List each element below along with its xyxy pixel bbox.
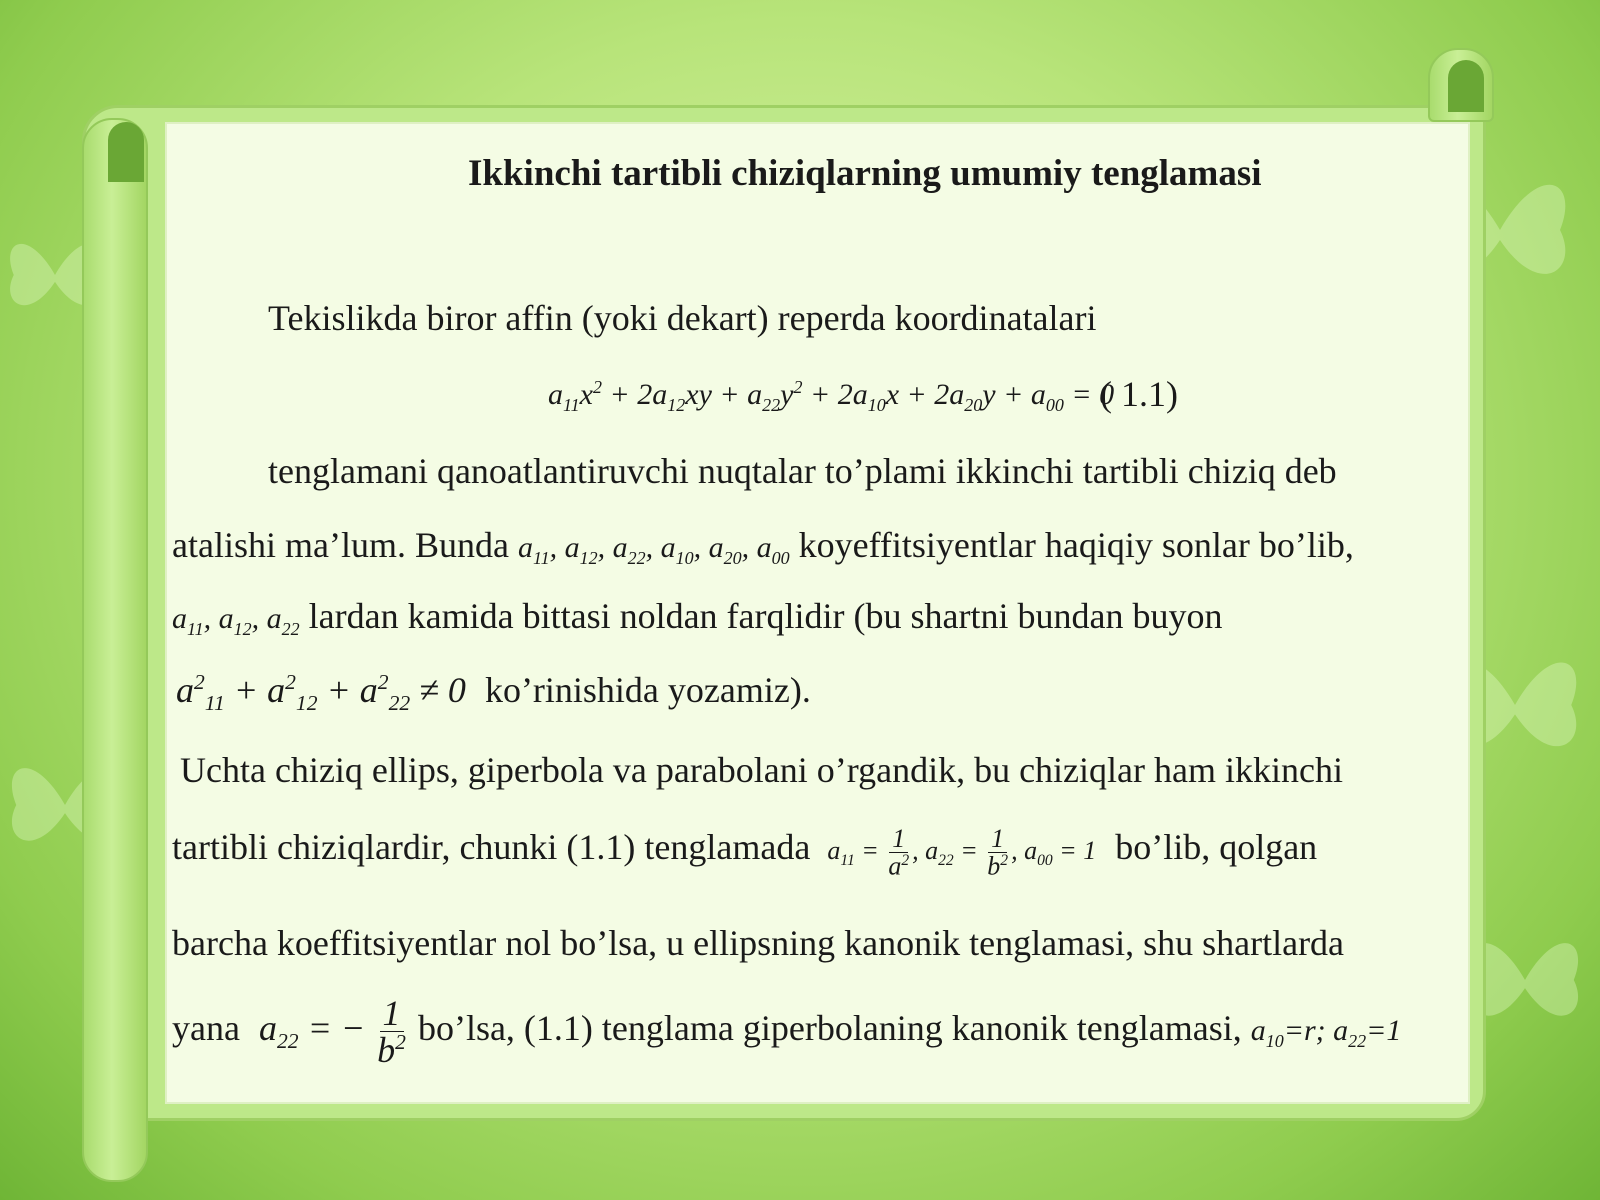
nonzero-condition: $a^2_{11} + a^2_{12} + a^2_{22} \ne 0$ <box>176 670 466 716</box>
line-bolsa-text: bo’lsa, (1.1) tenglama giperbolaning kanonik tenglamasi, <box>417 1007 1242 1048</box>
line-lardan-text: lardan kamida bittasi noldan farqlidir (bu shartni bundan buyon <box>308 596 1223 636</box>
fraction-1-over-b2: $\frac{1}{b^2}$ <box>987 824 1009 881</box>
line-barcha: barcha koeffitsiyentlar nol bo’lsa, u ellipsning kanonik tenglamasi, shu shartlarda <box>172 923 1345 963</box>
line-tartibli-text: tartibli chiziqlardir, chunki (1.1) tenglamada <box>172 826 811 867</box>
line-yana <box>172 995 1401 1068</box>
general-equation: $a_{11}x^2 + 2a_{12}xy + a_{22}y^2 + 2a_{10}x + 2a_{20}y + a_{00} = 0$ <box>548 377 1115 415</box>
line-uchta: Uchta chiziq ellips, giperbola va parabolani o’rgandik, bu chiziqlar ham ikkinchi <box>180 750 1343 790</box>
line-tartibli <box>172 826 1317 880</box>
line-atalishi-text: atalishi ma’lum. Bunda <box>172 525 509 565</box>
coefficients-list: $a_{11}$, $a_{12}$, $a_{22}$, $a_{10}$, $a_{20}$, $a_{00}$ <box>517 531 790 568</box>
line-lardan <box>172 598 1222 638</box>
line-korinishida <box>176 672 811 715</box>
quadratic-coefficients: $a_{11}$, $a_{12}$, $a_{22}$ <box>172 602 300 639</box>
scroll-roll-left-cap <box>108 122 144 182</box>
line-tenglamani: tenglamani qanoatlantiruvchi nuqtalar to’plami ikkinchi tartibli chiziq deb <box>268 451 1337 491</box>
line-koeff-text: koyeffitsiyentlar haqiqiy sonlar bo’lib, <box>798 525 1354 565</box>
hyperbola-coefficient: $a_{22}$ = − $\frac{1}{b^2}$ <box>258 993 406 1070</box>
intro-line: Tekislikda biror affin (yoki dekart) reperda koordinatalari <box>268 298 1097 338</box>
fraction-1-over-a2: $\frac{1}{a^2}$ <box>888 824 910 881</box>
scroll-roll-right-cap <box>1448 60 1484 112</box>
scroll-roll-left <box>82 118 148 1182</box>
line-korinishida-text: ko’rinishida yozamiz). <box>484 670 811 710</box>
parabola-coefficients: $a_{10}=r$; $a_{22}=1$ <box>1250 1013 1402 1051</box>
line-boliq-text: bo’lib, qolgan <box>1115 826 1318 867</box>
ellipse-coefficients: $a_{11}$ = $\frac{1}{a^2}$ , $a_{22}$ = $\frac{1}{b^2}$ , $a_{00} = 1$ <box>827 824 1097 881</box>
line-yana-text: yana <box>172 1007 240 1048</box>
slide-title: Ikkinchi tartibli chiziqlarning umumiy tenglamasi <box>468 153 1262 194</box>
fraction-1-over-b2-large: $\frac{1}{b^2}$ <box>377 993 406 1070</box>
line-atalishi <box>172 527 1354 567</box>
equation-label: ( 1.1) <box>1100 374 1178 414</box>
